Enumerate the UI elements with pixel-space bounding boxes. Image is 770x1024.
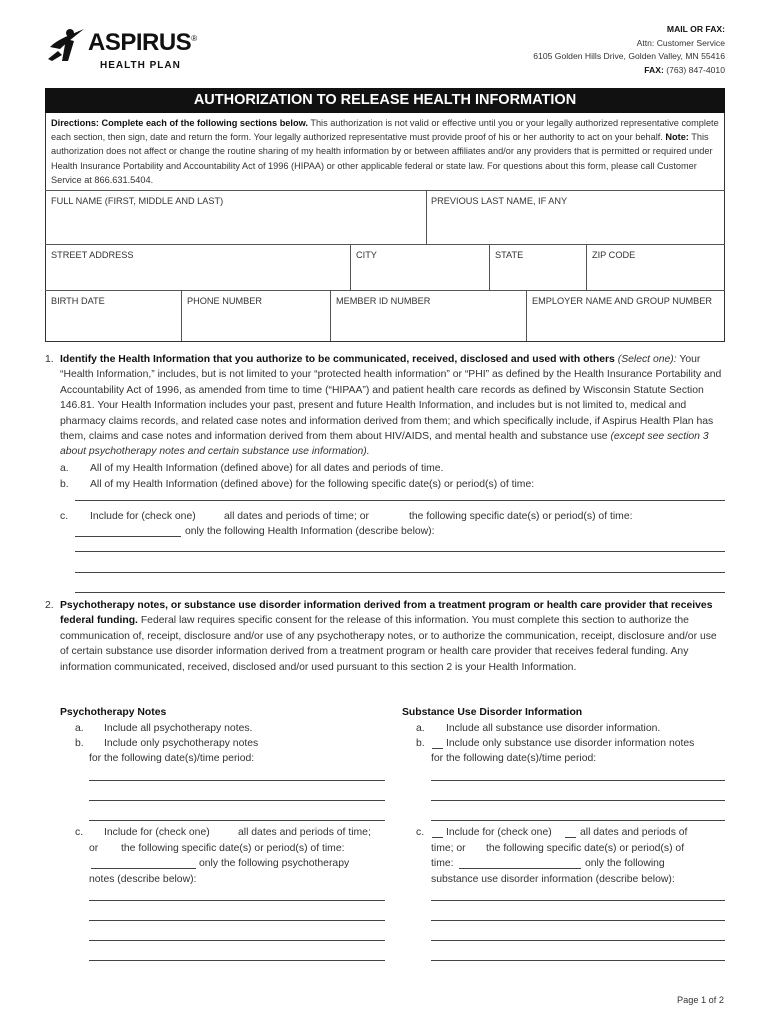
section1-number: 1. [45,354,54,365]
s1-c-specific-dates[interactable]: the following specific date(s) or period(s) of time: [409,511,633,522]
s2r-c-blank[interactable] [459,868,581,869]
s1-option-a[interactable]: All of my Health Information (defined above) for all dates and periods of time. [90,463,444,474]
employer-field[interactable]: EMPLOYER NAME AND GROUP NUMBER [532,296,713,306]
s2r-c-checkbox[interactable] [432,837,443,838]
s2r-describe-line[interactable] [431,920,725,921]
s2l-c-specific[interactable]: the following specific date(s) or period(s) of time: [121,843,345,854]
s2l-b-line[interactable] [89,800,385,801]
s1-option-b[interactable]: All of my Health Information (defined above) for the following specific date(s) or period(s) of time: [90,479,535,490]
s2r-b-checkbox[interactable] [432,748,443,749]
s2r-b-line[interactable] [431,800,725,801]
page-number: Page 1 of 2 [677,995,724,1005]
s1-c-blank[interactable] [75,536,181,537]
s2r-c-time-or: time; or [431,843,466,854]
grid-line [45,244,725,245]
s2r-c-label: c. [416,827,425,838]
s2l-describe-line[interactable] [89,900,385,901]
s2r-b-line[interactable] [431,820,725,821]
s1-c-only-following[interactable]: only the following Health Information (describe below): [185,526,435,537]
s2r-b-label: b. [416,738,425,749]
s1-b-label: b. [60,479,69,490]
s2l-b-line[interactable] [89,780,385,781]
s2r-describe-line[interactable] [431,900,725,901]
grid-line [526,290,527,341]
s2l-option-a[interactable]: Include all psychotherapy notes. [104,723,253,734]
s2l-c-only[interactable]: only the following psychotherapy [199,858,350,869]
s2r-b-text2: for the following date(s)/time period: [431,753,597,764]
s2r-c-all-dates[interactable]: all dates and periods of [580,827,688,838]
s2l-a-label: a. [75,723,84,734]
s2l-option-b[interactable]: Include only psychotherapy notes [104,738,259,749]
s2r-c-time: time: [431,858,454,869]
s1-a-label: a. [60,463,69,474]
mail-title: MAIL OR FAX: [666,24,725,34]
s2l-describe-line[interactable] [89,940,385,941]
aspirus-logo-icon [44,25,88,65]
mail-or-fax-block [533,23,725,77]
street-address-field[interactable]: STREET ADDRESS [51,250,134,260]
s2r-option-a[interactable]: Include all substance use disorder information. [446,723,661,734]
s2r-a-label: a. [416,723,425,734]
s2l-describe-line[interactable] [89,920,385,921]
zip-code-field[interactable]: ZIP CODE [592,250,636,260]
s2r-option-c[interactable]: Include for (check one) [446,827,552,838]
s2l-b-text2: for the following date(s)/time period: [89,753,255,764]
s1-describe-line[interactable] [75,592,725,593]
section2-number: 2. [45,600,54,611]
s2r-describe-line[interactable] [431,940,725,941]
s1-c-label: c. [60,511,69,522]
s1-option-c[interactable]: Include for (check one) [90,511,196,522]
fax-number: (763) 847-4010 [666,64,725,75]
grid-line [45,290,725,291]
s2l-describe-line[interactable] [89,960,385,961]
s2r-c-substance: substance use disorder information (describe below): [431,874,675,885]
s1-describe-line[interactable] [75,572,725,573]
directions: Directions: Complete each of the following sections below. This authorization is not valid or effective until you or your legally authorized representative complete each section, then sign, date and return the form. Your legally authorized representative must provide proof of his or her authority to act on your behalf. Note: This authorization does not affect or change the routine sharing of my health information by or between affiliates and/or any providers that is permitted or required under Health Insurance Portability and Accountability Act of 1996 (HIPAA) or other applicable federal or state law. For questions about this form, please call Customer Service at 866.631.5404. [51,118,719,185]
substance-use-title: Substance Use Disorder Information [402,707,583,718]
phone-number-field[interactable]: PHONE NUMBER [187,296,263,306]
mail-address: 6105 Golden Hills Drive, Golden Valley, MN 55416 [533,51,725,61]
s2r-c-all-checkbox[interactable] [565,837,576,838]
state-field[interactable]: STATE [495,250,524,260]
grid-line [426,190,427,244]
s2l-b-line[interactable] [89,820,385,821]
s2l-c-label: c. [75,827,84,838]
grid-line [45,190,725,191]
s2r-b-line[interactable] [431,780,725,781]
s2l-c-notes: notes (describe below): [89,874,197,885]
grid-line [181,290,182,341]
grid-line [350,244,351,290]
member-id-field[interactable]: MEMBER ID NUMBER [336,296,431,306]
birth-date-field[interactable]: BIRTH DATE [51,296,105,306]
logo-subtitle: HEALTH PLAN [100,60,181,71]
s2r-option-b[interactable]: Include only substance use disorder information notes [446,738,695,749]
section2-text: Psychotherapy notes, or substance use disorder information derived from a treatment program or health care provider that receives federal funding. Federal law requires specific consent for the release of this information. You must complete this section to authorize the communication of, receipt, disclosure and/or use of any psychotherapy notes, or to authorize the communication, receipt, disclosure and/or use of certain substance use disorder information derived from a treatment program or health care provider that receives federal funding. Any information communicated, received, disclosed and/or used pursuant to this section 2 is your Health Information. [60,600,717,673]
grid-line [330,290,331,341]
city-field[interactable]: CITY [356,250,377,260]
s2l-c-all-dates[interactable]: all dates and periods of time; [238,827,371,838]
s2r-describe-line[interactable] [431,960,725,961]
s1-b-date-line[interactable] [75,500,725,501]
s2l-b-label: b. [75,738,84,749]
s2r-c-specific[interactable]: the following specific date(s) or period(s) of [486,843,685,854]
s1-c-all-dates[interactable]: all dates and periods of time; or [224,511,369,522]
s2l-c-or: or [89,843,99,854]
section1-text: Identify the Health Information that you authorize to be communicated, received, disclosed and used with others (Select one): Your “Health Information,” includes, but is not limited to your “protected health information” or “PHI” as defined by the Health Insurance Portability and Accountability Act of 1996, as amended from time to time (“HIPAA”) and patient health care records as defined by Wisconsin Statute Section 146.81. Your Health Information includes your past, present and future Health Information, and includes but is not limited to, medical and pharmacy claims records, and related case notes and information derived from them; and which specifically include, if Aspirus Health Plan has them, claims and case notes and information derived from them about HIV/AIDS, and mental health and substance use (except see section 3 about psychotherapy notes and certain substance use information). [60,354,722,458]
psychotherapy-notes-title: Psychotherapy Notes [60,707,167,718]
grid-line [489,244,490,290]
s1-describe-line[interactable] [75,551,725,552]
logo-wordmark: ASPIRUS® [88,29,197,56]
s2l-c-blank[interactable] [91,868,196,869]
s2l-option-c[interactable]: Include for (check one) [104,827,210,838]
form-title: AUTHORIZATION TO RELEASE HEALTH INFORMATION [45,88,725,113]
previous-last-name-field[interactable]: PREVIOUS LAST NAME, IF ANY [431,196,568,206]
full-name-field[interactable]: FULL NAME (FIRST, MIDDLE AND LAST) [51,196,224,206]
fax-label: FAX: [644,64,664,75]
s2r-c-only[interactable]: only the following [585,858,665,869]
grid-line [586,244,587,290]
mail-attn: Attn: Customer Service [636,37,725,48]
